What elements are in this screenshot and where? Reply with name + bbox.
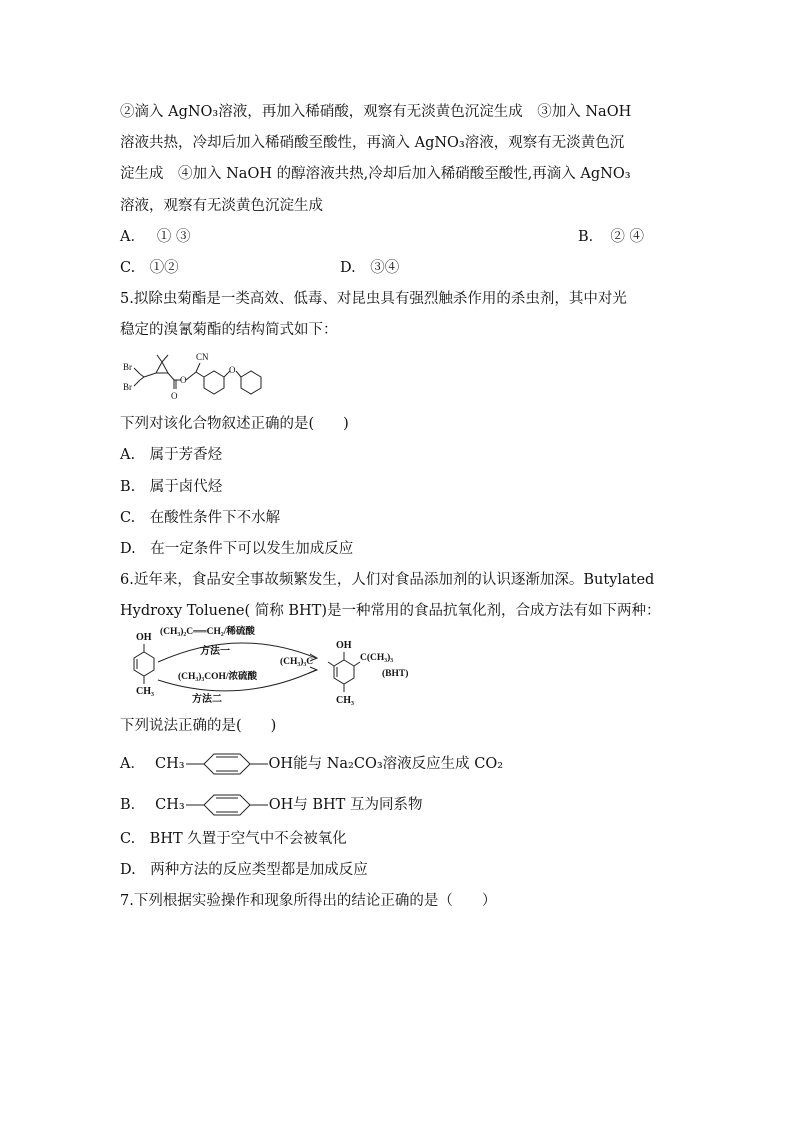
- q5-option-b: B. 属于卤代烃: [120, 479, 223, 495]
- reagent-2: (CH₃)₃COH/浓硫酸: [178, 672, 258, 682]
- q5-stem-line-2: 稳定的溴氰菊酯的结构简式如下：: [120, 322, 338, 338]
- q6-option-a-oh: OH: [268, 756, 294, 772]
- q4-option-a: A． ① ③: [120, 229, 191, 245]
- q6-option-a: [120, 752, 503, 776]
- carbonyl-oxygen-label: O: [171, 391, 178, 401]
- q7-stem: 7.下列根据实验操作和现象所得出的结论正确的是（ ）: [120, 893, 497, 909]
- q6-question: 下列说法正确的是( ): [120, 718, 277, 734]
- q6-stem-line-2: Hydroxy Toluene( 简称 BHT)是一种常用的食品抗氧化剂，合成方法有如下两种：: [120, 603, 661, 619]
- q5-option-d: D. 在一定条件下可以发生加成反应: [120, 541, 354, 557]
- ether-oxygen-label: O: [229, 365, 236, 375]
- p-cresol-ring-b: [186, 793, 268, 817]
- cn-label: CN: [196, 352, 209, 362]
- deltamethrin-structure: [118, 346, 278, 406]
- q6-option-b-text: 与 BHT 互为同系物: [293, 797, 423, 813]
- q4-line-2: 溶液共热，冷却后加入稀硝酸至酸性，再滴入 AgNO₃溶液，观察有无淡黄色沉: [120, 135, 625, 151]
- q6-option-b-ch3: CH₃: [155, 797, 185, 813]
- tbu-label-right: C(CH₃)₃: [360, 653, 394, 663]
- q4-option-c: C. ①②: [120, 260, 179, 276]
- q6-option-a-prefix: A．: [120, 756, 145, 772]
- q5-stem-line-1: 5.拟除虫菊酯是一类高效、低毒、对昆虫具有强烈触杀作用的杀虫剂，其中对光: [120, 291, 627, 307]
- bht-synthesis-scheme: [118, 624, 428, 710]
- reagent-1: (CH₃)₂C══CH₂/稀硫酸: [160, 627, 255, 637]
- q6-option-b-prefix: B．: [120, 797, 146, 813]
- q4-option-b: B． ② ④: [578, 229, 645, 245]
- ch3-label-left: CH₃: [136, 686, 154, 697]
- bht-label: (BHT): [382, 669, 409, 679]
- q5-question: 下列对该化合物叙述正确的是( ): [120, 416, 349, 432]
- q4-line-4: 溶液，观察有无淡黄色沉淀生成: [120, 198, 323, 214]
- q6-option-b-oh: OH: [268, 797, 294, 813]
- method-1-label: 方法一: [200, 646, 230, 657]
- ch3-label-right: CH₃: [336, 695, 354, 706]
- q4-option-d: D. ③④: [340, 260, 400, 276]
- q5-option-c: C. 在酸性条件下不水解: [120, 510, 281, 526]
- q6-option-a-text: 能与 Na₂CO₃溶液反应生成 CO₂: [293, 756, 504, 772]
- p-cresol-ring-a: [186, 752, 268, 776]
- q4-line-1: ②滴入 AgNO₃溶液，再加入稀硝酸，观察有无淡黄色沉淀生成 ③加入 NaOH: [120, 104, 632, 120]
- oh-label-left: OH: [136, 632, 152, 643]
- q6-option-b: [120, 793, 422, 817]
- q6-option-d: D. 两种方法的反应类型都是加成反应: [120, 862, 368, 878]
- q5-option-a: A. 属于芳香烃: [120, 447, 223, 463]
- oh-label-right: OH: [336, 640, 352, 651]
- q4-line-3: 淀生成 ④加入 NaOH 的醇溶液共热,冷却后加入稀硝酸至酸性,再滴入 AgNO₃: [120, 166, 631, 182]
- tbu-label-left: (CH₃)₃C: [280, 657, 314, 667]
- q6-option-c: C. BHT 久置于空气中不会被氧化: [120, 831, 347, 847]
- br-label-1: Br: [123, 362, 132, 372]
- method-2-label: 方法二: [192, 694, 222, 705]
- q6-stem-line-1: 6.近年来，食品安全事故频繁发生，人们对食品添加剂的认识逐渐加深。Butylated: [120, 572, 655, 588]
- q6-option-a-ch3: CH₃: [154, 756, 185, 772]
- ester-oxygen-label: O: [180, 375, 187, 385]
- br-label-2: Br: [123, 382, 132, 392]
